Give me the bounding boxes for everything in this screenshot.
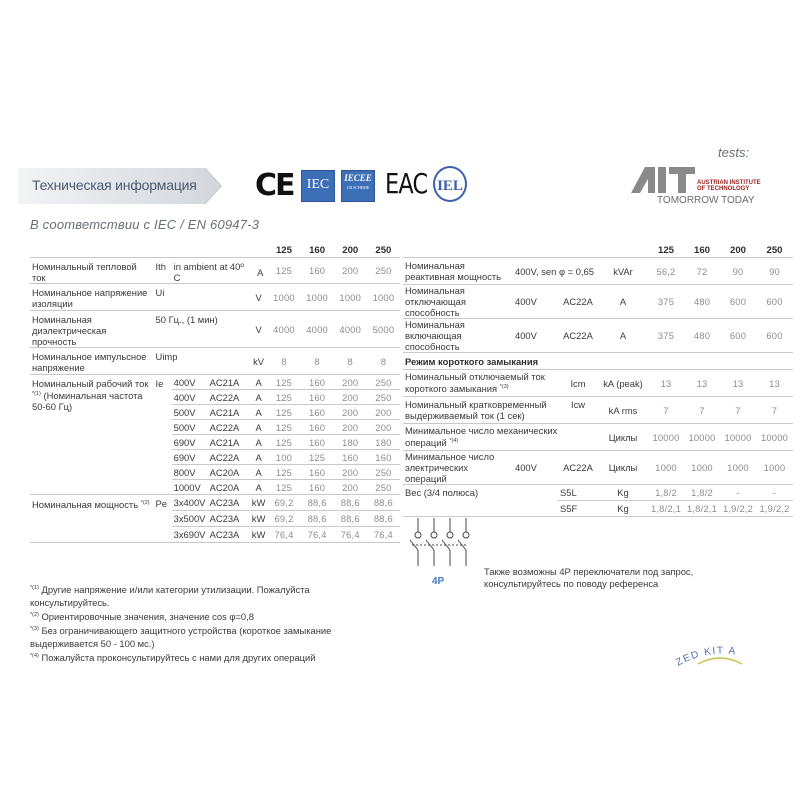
unit: kA (peak) bbox=[598, 370, 648, 397]
unit: kW bbox=[250, 527, 268, 543]
header-spacer bbox=[30, 243, 267, 258]
unit: kW bbox=[250, 495, 268, 511]
param-label bbox=[30, 495, 154, 543]
model: S5F bbox=[558, 501, 598, 517]
table-row bbox=[403, 370, 793, 397]
category: AC22A bbox=[208, 420, 250, 435]
value-cell: 88,6 bbox=[301, 495, 334, 511]
eac-mark-icon: EAC bbox=[385, 167, 428, 200]
category: AC23A bbox=[208, 495, 250, 511]
value-cell: 160 bbox=[301, 405, 334, 420]
symbol: Ui bbox=[154, 284, 250, 311]
table-row bbox=[403, 424, 793, 451]
param-label: Вес (3/4 полюса) bbox=[403, 485, 558, 517]
iecee-logo-icon bbox=[341, 170, 375, 202]
value-cell: 90 bbox=[720, 258, 756, 285]
unit: kW bbox=[250, 511, 268, 527]
value-cell: 1000 bbox=[684, 451, 720, 485]
value-cell: 480 bbox=[684, 285, 720, 319]
voltage: 3x400V bbox=[172, 495, 208, 511]
value-cell: 7 bbox=[720, 397, 756, 424]
table-row bbox=[30, 348, 400, 375]
table-row bbox=[403, 319, 793, 353]
value-cell: 10000 bbox=[648, 424, 684, 451]
col-header: 250 bbox=[375, 244, 392, 256]
category: AC23A bbox=[208, 511, 250, 527]
value-cell: 160 bbox=[367, 450, 400, 465]
footnote-2 bbox=[30, 609, 360, 623]
unit: A bbox=[250, 450, 268, 465]
unit: A bbox=[598, 285, 648, 319]
value-cell: 200 bbox=[334, 258, 367, 284]
value-cell: 1,8/2 bbox=[684, 485, 720, 501]
footnote-mark: *(2) bbox=[30, 612, 39, 619]
voltage: 3x500V bbox=[172, 511, 208, 527]
value-cell: 160 bbox=[301, 375, 334, 390]
param-label: Номинальное импульсное напряжение bbox=[30, 348, 154, 375]
voltage: 500V bbox=[172, 420, 208, 435]
value-cell: 125 bbox=[267, 435, 300, 450]
unit: A bbox=[250, 405, 268, 420]
value-cell: 180 bbox=[334, 435, 367, 450]
value-cell: 4000 bbox=[301, 311, 334, 348]
value-cell: 76,4 bbox=[367, 527, 400, 543]
right-spec-table bbox=[403, 243, 793, 517]
ait-name-line2: OF TECHNOLOGY bbox=[697, 186, 750, 192]
footnote-text: Ориентировочные значения, значение cos φ=0,8 bbox=[41, 611, 254, 623]
ait-name bbox=[697, 180, 761, 192]
value-cell: 4000 bbox=[267, 311, 300, 348]
category: AC20A bbox=[208, 480, 250, 495]
iecee-label: IECEE bbox=[344, 173, 372, 183]
voltage: 400V bbox=[172, 390, 208, 405]
footnote-mark: *(4) bbox=[30, 653, 39, 660]
value-cell: 125 bbox=[267, 480, 300, 495]
category: AC23A bbox=[208, 527, 250, 543]
condition: 400V, sen φ = 0,65 bbox=[513, 258, 598, 285]
col-header: 200 bbox=[729, 244, 746, 256]
unit: A bbox=[250, 465, 268, 480]
condition-text: in ambient at 40º C bbox=[173, 261, 244, 283]
value-cell: 13 bbox=[684, 370, 720, 397]
footnote-mark: *(1) bbox=[32, 391, 41, 397]
table-row bbox=[403, 485, 793, 501]
value-cell: 160 bbox=[301, 435, 334, 450]
value-cell: 88,6 bbox=[334, 511, 367, 527]
ait-tagline: TOMORROW TODAY bbox=[657, 195, 755, 206]
footnote-mark: *(2) bbox=[140, 500, 150, 506]
col-header: 125 bbox=[657, 244, 674, 256]
param-text: Номинальная мощность bbox=[32, 499, 139, 511]
unit: A bbox=[250, 390, 268, 405]
value-cell: 8 bbox=[267, 348, 300, 375]
value-cell: 10000 bbox=[720, 424, 756, 451]
four-pole-switch-icon bbox=[404, 518, 474, 570]
param-label: Номинальная реактивная мощность bbox=[403, 258, 513, 285]
value-cell: 13 bbox=[720, 370, 756, 397]
tests-label: tests: bbox=[718, 145, 750, 160]
category: AC22A bbox=[558, 451, 598, 485]
voltage: 1000V bbox=[172, 480, 208, 495]
category: AC22A bbox=[208, 390, 250, 405]
param-text: Номинальный рабочий ток bbox=[32, 378, 149, 389]
footnote-text: Без ограничивающего защитного устройства (короткое замыкание выдерживается 50 - 100 мс.) bbox=[30, 625, 332, 650]
value-cell: 13 bbox=[756, 370, 793, 397]
standard-subtitle: В соответствии с IEC / EN 60947-3 bbox=[30, 217, 260, 232]
value-cell: 200 bbox=[334, 480, 367, 495]
value-cell: 7 bbox=[684, 397, 720, 424]
value-cell: 8 bbox=[334, 348, 367, 375]
value-cell: 600 bbox=[720, 285, 756, 319]
symbol: Ith bbox=[154, 258, 172, 284]
value-cell: 480 bbox=[684, 319, 720, 353]
col-header: 160 bbox=[693, 244, 710, 256]
footnote-3 bbox=[30, 623, 360, 650]
value-cell: 200 bbox=[367, 405, 400, 420]
model: S5L bbox=[558, 485, 598, 501]
unit: A bbox=[250, 375, 268, 390]
symbol: Icm bbox=[558, 370, 598, 397]
value-cell: 125 bbox=[267, 465, 300, 480]
value-cell: 1000 bbox=[720, 451, 756, 485]
value-cell: 76,4 bbox=[267, 527, 300, 543]
value-cell: 7 bbox=[648, 397, 684, 424]
param-label: Номинальная диэлектрическая прочность bbox=[30, 311, 154, 348]
value-cell: 160 bbox=[334, 450, 367, 465]
param-label bbox=[403, 370, 558, 397]
param-label: Номинальное напряжение изоляции bbox=[30, 284, 154, 311]
col-header: 125 bbox=[275, 244, 292, 256]
value-cell: 69,2 bbox=[267, 495, 300, 511]
value-cell: 200 bbox=[334, 465, 367, 480]
category: AC21A bbox=[208, 435, 250, 450]
kit-badge-icon bbox=[670, 640, 790, 670]
condition: 400V bbox=[513, 319, 558, 353]
table-row bbox=[30, 258, 400, 284]
value-cell: 76,4 bbox=[334, 527, 367, 543]
value-cell: 7 bbox=[756, 397, 793, 424]
unit: A bbox=[598, 319, 648, 353]
unit: kA rms bbox=[598, 397, 648, 424]
category: AC22A bbox=[208, 450, 250, 465]
param-label bbox=[403, 424, 598, 451]
value-cell: 200 bbox=[334, 390, 367, 405]
value-cell: 375 bbox=[648, 285, 684, 319]
value-cell: 10000 bbox=[756, 424, 793, 451]
table-row bbox=[30, 311, 400, 348]
value-cell: 10000 bbox=[684, 424, 720, 451]
value-cell: 8 bbox=[301, 348, 334, 375]
col-header: 200 bbox=[342, 244, 359, 256]
unit: A bbox=[257, 267, 264, 278]
value-cell: 250 bbox=[367, 390, 400, 405]
footnote-mark: *(4) bbox=[449, 438, 459, 445]
value-cell: 250 bbox=[367, 258, 400, 284]
category: AC21A bbox=[208, 375, 250, 390]
value-cell: 200 bbox=[334, 420, 367, 435]
iec-logo-icon: IEC bbox=[301, 170, 335, 202]
value-cell: 1,8/2,1 bbox=[684, 501, 720, 517]
param-label: Номинальный тепловой ток bbox=[30, 258, 154, 284]
symbol: Icw bbox=[558, 397, 598, 424]
unit: Kg bbox=[598, 485, 648, 501]
footnote-1 bbox=[30, 582, 360, 609]
value-cell: 600 bbox=[756, 319, 793, 353]
value-cell: 4000 bbox=[334, 311, 367, 348]
value-cell: 72 bbox=[684, 258, 720, 285]
value-cell: 1000 bbox=[756, 451, 793, 485]
value-cell: 200 bbox=[334, 405, 367, 420]
value-cell: 250 bbox=[367, 465, 400, 480]
value-cell: 600 bbox=[720, 319, 756, 353]
unit: Kg bbox=[598, 501, 648, 517]
condition: 400V bbox=[513, 285, 558, 319]
table-row bbox=[403, 451, 793, 485]
ait-name-line1: AUSTRIAN INSTITUTE bbox=[697, 180, 761, 186]
voltage: 800V bbox=[172, 465, 208, 480]
unit: A bbox=[250, 435, 268, 450]
value-cell: 100 bbox=[267, 450, 300, 465]
category: AC20A bbox=[208, 465, 250, 480]
section-title: Режим короткого замыкания bbox=[403, 353, 793, 370]
value-cell: 1,8/2 bbox=[648, 485, 684, 501]
value-cell: 5000 bbox=[367, 311, 400, 348]
value-cell: 125 bbox=[267, 390, 300, 405]
value-cell: 375 bbox=[648, 319, 684, 353]
table-row bbox=[30, 495, 400, 511]
symbol: Uimp bbox=[154, 348, 250, 375]
value-cell: - bbox=[756, 485, 793, 501]
value-cell: 200 bbox=[334, 375, 367, 390]
value-cell: 125 bbox=[267, 375, 300, 390]
unit: V bbox=[250, 311, 268, 348]
value-cell: 56,2 bbox=[648, 258, 684, 285]
value-cell: 160 bbox=[301, 390, 334, 405]
value-cell: 88,6 bbox=[301, 511, 334, 527]
voltage: 3x690V bbox=[172, 527, 208, 543]
value-cell: 180 bbox=[367, 435, 400, 450]
value-cell: 160 bbox=[301, 258, 334, 284]
section-title: Техническая информация bbox=[32, 177, 197, 193]
value-cell: 1,9/2,2 bbox=[756, 501, 793, 517]
value-cell: 1000 bbox=[301, 284, 334, 311]
param-text: Минимальное число механических операций bbox=[405, 425, 558, 449]
condition bbox=[172, 258, 268, 284]
value-cell: 1,9/2,2 bbox=[720, 501, 756, 517]
value-cell: 90 bbox=[756, 258, 793, 285]
col-header: 160 bbox=[309, 244, 326, 256]
symbol: 50 Гц., (1 мин) bbox=[154, 311, 250, 348]
table-row bbox=[30, 375, 400, 390]
unit: A bbox=[250, 480, 268, 495]
value-cell: 600 bbox=[756, 285, 793, 319]
param-label: Номинальная отключающая способность bbox=[403, 285, 513, 319]
value-cell: 8 bbox=[367, 348, 400, 375]
value-cell: 88,6 bbox=[334, 495, 367, 511]
value-cell: 88,6 bbox=[367, 495, 400, 511]
unit: Циклы bbox=[598, 424, 648, 451]
unit: kV bbox=[250, 348, 268, 375]
table-row bbox=[403, 258, 793, 285]
value-cell: 125 bbox=[267, 258, 300, 284]
footnote-4 bbox=[30, 650, 360, 664]
iecee-sublabel: CB SCHEME bbox=[346, 185, 370, 190]
param-text: Номинальный отключаемый ток короткого замыкания bbox=[405, 371, 545, 395]
value-cell: 69,2 bbox=[267, 511, 300, 527]
condition: 400V bbox=[513, 451, 558, 485]
value-cell: 88,6 bbox=[367, 511, 400, 527]
footnote-text: Другие напряжение и/или категории утилизации. Пожалуйста консультируйтесь. bbox=[30, 584, 310, 609]
voltage: 400V bbox=[172, 375, 208, 390]
voltage: 500V bbox=[172, 405, 208, 420]
value-cell: 125 bbox=[267, 420, 300, 435]
value-cell: 1000 bbox=[267, 284, 300, 311]
symbol: Ie bbox=[154, 375, 172, 495]
value-cell: 1,8/2,1 bbox=[648, 501, 684, 517]
footnotes bbox=[30, 582, 360, 665]
footnote-mark: *(1) bbox=[30, 585, 39, 591]
value-cell: 1000 bbox=[334, 284, 367, 311]
param-label: Минимальное число электрических операций bbox=[403, 451, 513, 485]
category: AC22A bbox=[558, 285, 598, 319]
unit: kVAr bbox=[598, 258, 648, 285]
footnote-mark: *(3) bbox=[30, 626, 39, 633]
value-cell: 160 bbox=[301, 480, 334, 495]
kit-badge-text: ZED KIT A bbox=[674, 645, 738, 669]
table-row bbox=[30, 284, 400, 311]
four-pole-label: 4P bbox=[432, 576, 445, 587]
table-row bbox=[403, 285, 793, 319]
section-row bbox=[403, 353, 793, 370]
value-cell: 125 bbox=[267, 405, 300, 420]
four-pole-note: Также возможны 4P переключатели под запрос, консультируйтесь по поводу референса bbox=[484, 566, 694, 589]
voltage: 690V bbox=[172, 450, 208, 465]
table-row bbox=[403, 397, 793, 424]
value-cell: 160 bbox=[301, 420, 334, 435]
value-cell: - bbox=[720, 485, 756, 501]
value-cell: 160 bbox=[301, 465, 334, 480]
category: AC21A bbox=[208, 405, 250, 420]
svg-text:ZED KIT A bbox=[674, 645, 737, 668]
unit: V bbox=[250, 284, 268, 311]
left-spec-table bbox=[30, 243, 400, 543]
param-label bbox=[30, 375, 154, 495]
param-label: Номинальный кратковременный выдерживаемый ток (1 сек) bbox=[403, 397, 558, 424]
param-label: Номинальная включающая способность bbox=[403, 319, 513, 353]
value-cell: 250 bbox=[367, 480, 400, 495]
symbol: Pe bbox=[154, 495, 172, 543]
header-row bbox=[403, 243, 793, 258]
value-cell: 1000 bbox=[367, 284, 400, 311]
unit: Циклы bbox=[598, 451, 648, 485]
ce-mark-icon: CE bbox=[255, 168, 294, 203]
footnote-mark: *(3) bbox=[499, 384, 509, 391]
value-cell: 76,4 bbox=[301, 527, 334, 543]
value-cell: 200 bbox=[367, 420, 400, 435]
unit: A bbox=[250, 420, 268, 435]
col-header: 250 bbox=[766, 244, 783, 256]
value-cell: 1000 bbox=[648, 451, 684, 485]
param-subtext: (Номинальная частота 50-60 Гц) bbox=[32, 390, 143, 413]
value-cell: 250 bbox=[367, 375, 400, 390]
header-row bbox=[30, 243, 400, 258]
value-cell: 125 bbox=[301, 450, 334, 465]
header-spacer bbox=[403, 243, 648, 258]
footnote-text: Пожалуйста проконсультируйтесь с нами для других операций bbox=[41, 652, 316, 664]
value-cell: 13 bbox=[648, 370, 684, 397]
iel-logo-icon: IEL bbox=[433, 166, 467, 202]
category: AC22A bbox=[558, 319, 598, 353]
voltage: 690V bbox=[172, 435, 208, 450]
